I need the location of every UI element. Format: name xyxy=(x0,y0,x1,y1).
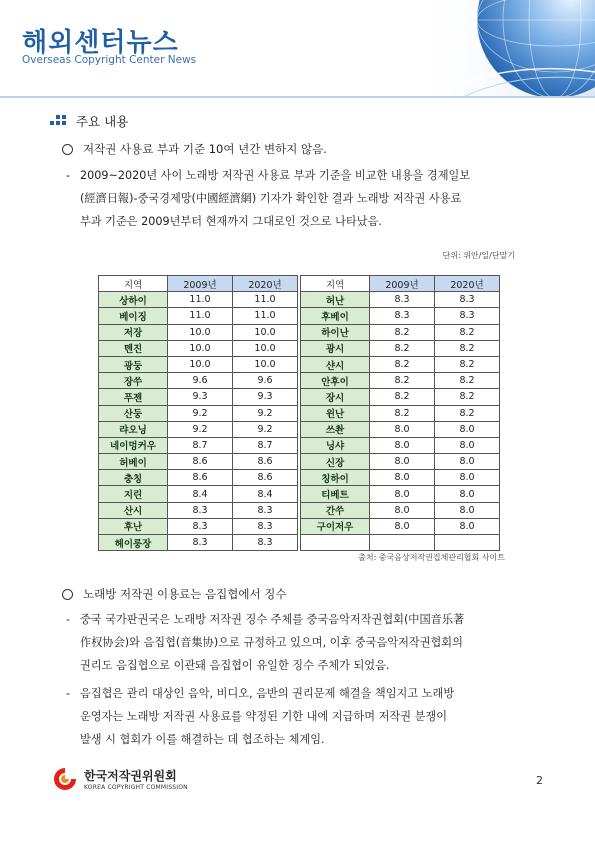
dash-marker: - xyxy=(66,169,71,182)
value-cell: 8.3 xyxy=(168,502,233,518)
dash-marker: - xyxy=(66,687,71,700)
column-header: 2020년 xyxy=(435,276,500,292)
paragraph-line: 발생 시 협회가 이를 해결하는 데 협조하는 체계임. xyxy=(80,733,325,746)
value-cell: 8.3 xyxy=(233,502,298,518)
column-header: 2009년 xyxy=(168,276,233,292)
fee-table-right xyxy=(300,275,500,551)
table-row xyxy=(99,340,298,356)
value-cell: 8.6 xyxy=(233,454,298,470)
table-row xyxy=(99,486,298,502)
column-header: 2009년 xyxy=(370,276,435,292)
value-cell: 10.0 xyxy=(233,324,298,340)
region-cell: 톈진 xyxy=(99,340,168,356)
value-cell: 8.0 xyxy=(435,486,500,502)
value-cell: 8.0 xyxy=(435,454,500,470)
circle-bullet-icon xyxy=(62,589,73,600)
value-cell xyxy=(370,535,435,551)
value-cell: 9.2 xyxy=(168,405,233,421)
bullet-item xyxy=(62,586,286,602)
region-cell: 후난 xyxy=(99,518,168,534)
column-header: 2020년 xyxy=(233,276,298,292)
region-cell: 충칭 xyxy=(99,470,168,486)
paragraph-line: 권리도 음집협으로 이관돼 음집협이 유일한 징수 주체가 되었음. xyxy=(80,659,390,672)
value-cell: 8.3 xyxy=(435,292,500,308)
value-cell: 11.0 xyxy=(233,308,298,324)
region-cell: 장시 xyxy=(301,389,370,405)
table-row xyxy=(99,535,298,551)
region-cell: 푸젠 xyxy=(99,389,168,405)
value-cell: 8.2 xyxy=(435,405,500,421)
value-cell: 9.6 xyxy=(233,373,298,389)
region-cell: 산시 xyxy=(99,502,168,518)
table-row xyxy=(99,389,298,405)
header-subtitle: Overseas Copyright Center News xyxy=(22,54,197,66)
value-cell: 8.6 xyxy=(168,470,233,486)
organization-english-name: KOREA COPYRIGHT COMMISSION xyxy=(84,784,188,791)
table-row xyxy=(301,324,500,340)
value-cell: 9.2 xyxy=(233,405,298,421)
circle-bullet-icon xyxy=(62,144,73,155)
value-cell: 8.3 xyxy=(168,535,233,551)
value-cell: 9.6 xyxy=(168,373,233,389)
region-cell: 상하이 xyxy=(99,292,168,308)
bullet-text: 노래방 저작권 이용료는 음집협에서 징수 xyxy=(83,587,287,601)
header-title: 해외센터뉴스 xyxy=(22,28,179,58)
value-cell: 11.0 xyxy=(168,308,233,324)
table-row xyxy=(99,308,298,324)
table-row xyxy=(99,324,298,340)
value-cell: 8.2 xyxy=(370,373,435,389)
value-cell: 10.0 xyxy=(168,324,233,340)
section-title: 주요 내용 xyxy=(76,114,129,129)
value-cell: 8.0 xyxy=(370,421,435,437)
table-row xyxy=(99,421,298,437)
paragraph-line: 作权协会)와 음집협(音集协)으로 규정하고 있으며, 이후 중국음악저작권협회의 xyxy=(80,636,463,649)
table-row xyxy=(99,502,298,518)
table-row xyxy=(99,518,298,534)
region-cell: 안후이 xyxy=(301,373,370,389)
paragraph-line: 운영자는 노래방 저작권 사용료를 약정된 기한 내에 지급하며 저작권 분쟁이 xyxy=(80,710,448,723)
table-row xyxy=(301,454,500,470)
organization-name: 한국저작권위원회 xyxy=(84,769,177,783)
value-cell: 8.3 xyxy=(233,518,298,534)
bullet-text: 저작권 사용료 부과 기준 10여 년간 변하지 않음. xyxy=(83,142,327,156)
value-cell: 8.4 xyxy=(233,486,298,502)
value-cell: 9.2 xyxy=(168,421,233,437)
table-row xyxy=(99,454,298,470)
value-cell: 8.0 xyxy=(370,437,435,453)
value-cell: 8.4 xyxy=(168,486,233,502)
value-cell: 10.0 xyxy=(233,340,298,356)
paragraph-line: 2009~2020년 사이 노래방 저작권 사용료 부과 기준을 비교한 내용을 경제일보 xyxy=(80,169,471,182)
column-header: 지역 xyxy=(301,276,370,292)
table-row xyxy=(99,373,298,389)
value-cell: 8.3 xyxy=(370,308,435,324)
value-cell xyxy=(435,535,500,551)
value-cell: 8.7 xyxy=(233,437,298,453)
region-cell: 허난 xyxy=(301,292,370,308)
value-cell: 9.2 xyxy=(233,421,298,437)
value-cell: 8.3 xyxy=(370,292,435,308)
value-cell: 8.2 xyxy=(435,389,500,405)
region-cell: 쓰촨 xyxy=(301,421,370,437)
value-cell: 8.2 xyxy=(435,356,500,372)
page-header xyxy=(0,0,595,100)
region-cell: 산둥 xyxy=(99,405,168,421)
page-number: 2 xyxy=(536,774,543,787)
table-row xyxy=(301,470,500,486)
section-heading xyxy=(50,112,128,130)
value-cell: 8.2 xyxy=(370,340,435,356)
table-row xyxy=(99,470,298,486)
region-cell: 장쑤 xyxy=(99,373,168,389)
table-row xyxy=(99,292,298,308)
table-row xyxy=(301,535,500,551)
region-cell: 닝샤 xyxy=(301,437,370,453)
value-cell: 8.3 xyxy=(168,518,233,534)
table-row xyxy=(99,405,298,421)
value-cell: 8.3 xyxy=(435,308,500,324)
region-cell: 허베이 xyxy=(99,454,168,470)
commission-logo-icon xyxy=(52,766,78,792)
table-row xyxy=(301,373,500,389)
value-cell: 10.0 xyxy=(168,356,233,372)
paragraph-line: 부과 기준은 2009년부터 현재까지 그대로인 것으로 나타났음. xyxy=(80,215,382,228)
region-cell: 저장 xyxy=(99,324,168,340)
paragraph xyxy=(66,608,546,677)
region-cell: 구이저우 xyxy=(301,518,370,534)
value-cell: 8.2 xyxy=(370,389,435,405)
region-cell: 간쑤 xyxy=(301,502,370,518)
region-cell: 하이난 xyxy=(301,324,370,340)
region-cell: 칭하이 xyxy=(301,470,370,486)
organization-logo xyxy=(52,766,188,792)
region-cell xyxy=(301,535,370,551)
region-cell: 베이징 xyxy=(99,308,168,324)
header-rule xyxy=(0,96,595,98)
table-row xyxy=(301,308,500,324)
region-cell: 윈난 xyxy=(301,405,370,421)
region-cell: 헤이룽장 xyxy=(99,535,168,551)
source-label: 출처: 중국음상저작권집체관리협회 사이트 xyxy=(358,553,505,562)
value-cell: 8.2 xyxy=(370,356,435,372)
value-cell: 8.2 xyxy=(435,340,500,356)
value-cell: 8.2 xyxy=(370,405,435,421)
unit-label: 단위: 위안/일/단말기 xyxy=(442,251,515,260)
region-cell: 랴오닝 xyxy=(99,421,168,437)
value-cell: 8.2 xyxy=(370,324,435,340)
table-row xyxy=(301,405,500,421)
value-cell: 8.0 xyxy=(370,518,435,534)
dash-marker: - xyxy=(66,613,71,626)
paragraph xyxy=(66,682,546,751)
value-cell: 8.0 xyxy=(435,518,500,534)
value-cell: 8.6 xyxy=(233,470,298,486)
value-cell: 10.0 xyxy=(233,356,298,372)
table-row xyxy=(301,421,500,437)
value-cell: 8.0 xyxy=(435,421,500,437)
globe-icon xyxy=(405,0,595,98)
paragraph-line: 중국 국가판권국은 노래방 저작권 징수 주체를 중국음악저작권협회(中国音乐著 xyxy=(80,613,465,626)
region-cell: 후베이 xyxy=(301,308,370,324)
table-row xyxy=(301,518,500,534)
value-cell: 11.0 xyxy=(168,292,233,308)
value-cell: 8.0 xyxy=(370,454,435,470)
table-row xyxy=(99,356,298,372)
value-cell: 8.3 xyxy=(233,535,298,551)
table-row xyxy=(99,437,298,453)
value-cell: 9.3 xyxy=(168,389,233,405)
table-row xyxy=(301,502,500,518)
region-cell: 신장 xyxy=(301,454,370,470)
value-cell: 8.0 xyxy=(435,502,500,518)
table-row xyxy=(301,340,500,356)
squares-bullet-icon xyxy=(50,115,66,127)
bullet-item xyxy=(62,141,327,157)
value-cell: 8.7 xyxy=(168,437,233,453)
region-cell: 네이멍커우 xyxy=(99,437,168,453)
table-row xyxy=(301,356,500,372)
paragraph-line: (經濟日報)-중국경제망(中國經濟網) 기자가 확인한 결과 노래방 저작권 사용료 xyxy=(80,192,462,205)
table-header-row xyxy=(99,276,298,292)
table-row xyxy=(301,292,500,308)
column-header: 지역 xyxy=(99,276,168,292)
region-cell: 티베트 xyxy=(301,486,370,502)
paragraph xyxy=(66,164,546,233)
fee-table-left xyxy=(98,275,298,551)
value-cell: 11.0 xyxy=(233,292,298,308)
paragraph-line: 음집협은 관리 대상인 음악, 비디오, 음반의 권리문제 해결을 책임지고 노래방 xyxy=(80,687,455,700)
region-cell: 지린 xyxy=(99,486,168,502)
region-cell: 광시 xyxy=(301,340,370,356)
value-cell: 8.2 xyxy=(435,324,500,340)
table-header-row xyxy=(301,276,500,292)
value-cell: 8.0 xyxy=(435,437,500,453)
value-cell: 8.0 xyxy=(370,502,435,518)
value-cell: 8.2 xyxy=(435,373,500,389)
value-cell: 8.0 xyxy=(370,470,435,486)
value-cell: 9.3 xyxy=(233,389,298,405)
value-cell: 10.0 xyxy=(168,340,233,356)
table-row xyxy=(301,486,500,502)
value-cell: 8.0 xyxy=(435,470,500,486)
value-cell: 8.0 xyxy=(370,486,435,502)
table-row xyxy=(301,437,500,453)
region-cell: 샨시 xyxy=(301,356,370,372)
table-row xyxy=(301,389,500,405)
value-cell: 8.6 xyxy=(168,454,233,470)
region-cell: 광둥 xyxy=(99,356,168,372)
